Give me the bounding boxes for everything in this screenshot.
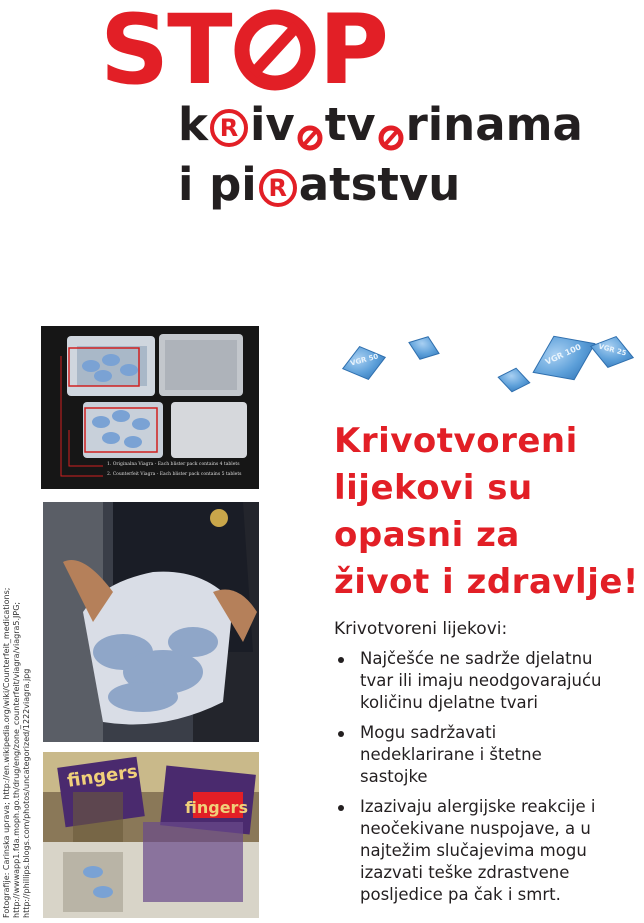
snack-brand-logo: fingers xyxy=(65,761,139,792)
list-item-text: Mogu sadržavati nedeklarirane i štetne sastojke xyxy=(360,723,542,786)
customs-officer-pill-bag-photo xyxy=(43,502,259,742)
bullet-list xyxy=(334,648,639,914)
snack-brand-logo: fingers xyxy=(185,798,248,817)
headline-line: život i zdravlje! xyxy=(334,562,639,602)
headline-line: Krivotvoreni xyxy=(334,421,578,461)
stop-title xyxy=(100,0,387,106)
subtitle-text: tv xyxy=(324,98,376,151)
pill-label: VGR 25 xyxy=(597,342,628,358)
subtitle-text: i pi xyxy=(178,158,257,211)
headline-line: lijekovi su xyxy=(334,468,533,508)
headline-line: opasni za xyxy=(334,515,520,555)
bullet-icon xyxy=(338,657,344,663)
subtitle-line-1 xyxy=(178,100,583,150)
registered-mark-icon: R xyxy=(210,109,248,147)
blister-pack-comparison-photo xyxy=(41,326,259,489)
blue-pills-illustration xyxy=(334,318,642,418)
bullet-icon xyxy=(338,731,344,737)
bullet-icon xyxy=(338,805,344,811)
photo-credit: Fotografije: Carinska uprava; http://en.wikipedia.org/wiki/Counterfeit_medications; http://wwwapp1.fda.moph.go.th/drug/eng/zone_counterfeit/viagra/viagra5.JPG; http://phillips.blogs.com/photos/uncategorized/1222viagra.jpg xyxy=(2,587,31,918)
registered-mark-icon: R xyxy=(259,169,297,207)
subtitle-text: rinama xyxy=(405,98,583,151)
list-item xyxy=(334,796,639,906)
subtitle-text: atstvu xyxy=(298,158,461,211)
smuggled-goods-box-photo xyxy=(43,752,259,918)
prohibition-sign-icon xyxy=(233,8,317,92)
stop-title-suffix: P xyxy=(318,0,387,106)
list-item-text: Najčešće ne sadrže djelatnu tvar ili imaju neodgovarajuću količinu djelatne tvari xyxy=(360,649,602,712)
subtitle-text: iv xyxy=(249,98,295,151)
list-item xyxy=(334,722,639,788)
pill-label: VGR 100 xyxy=(543,342,583,367)
list-item xyxy=(334,648,639,714)
list-item-text: Izazivaju alergijske reakcije i neočekivane nuspojave, a u najtežim slučajevima mogu izazvati teške zdrastvene posljedice pa čak i smrt. xyxy=(360,797,596,904)
no-sign-letter-icon xyxy=(377,112,405,144)
bullet-intro: Krivotvoreni lijekovi: xyxy=(334,619,508,639)
stop-title-prefix: ST xyxy=(100,0,231,106)
headline xyxy=(334,418,639,606)
no-sign-letter-icon xyxy=(296,112,324,144)
subtitle-text: k xyxy=(178,98,208,151)
pill-label: VGR 50 xyxy=(349,352,380,368)
photo-caption-1: 1. Originalna Viagra - Each blister pack contains 4 tablets xyxy=(107,462,240,467)
photo-caption-2: 2. Counterfeit Viagra - Each blister pack contains 5 tablets xyxy=(107,472,242,477)
subtitle-line-2 xyxy=(178,160,460,210)
